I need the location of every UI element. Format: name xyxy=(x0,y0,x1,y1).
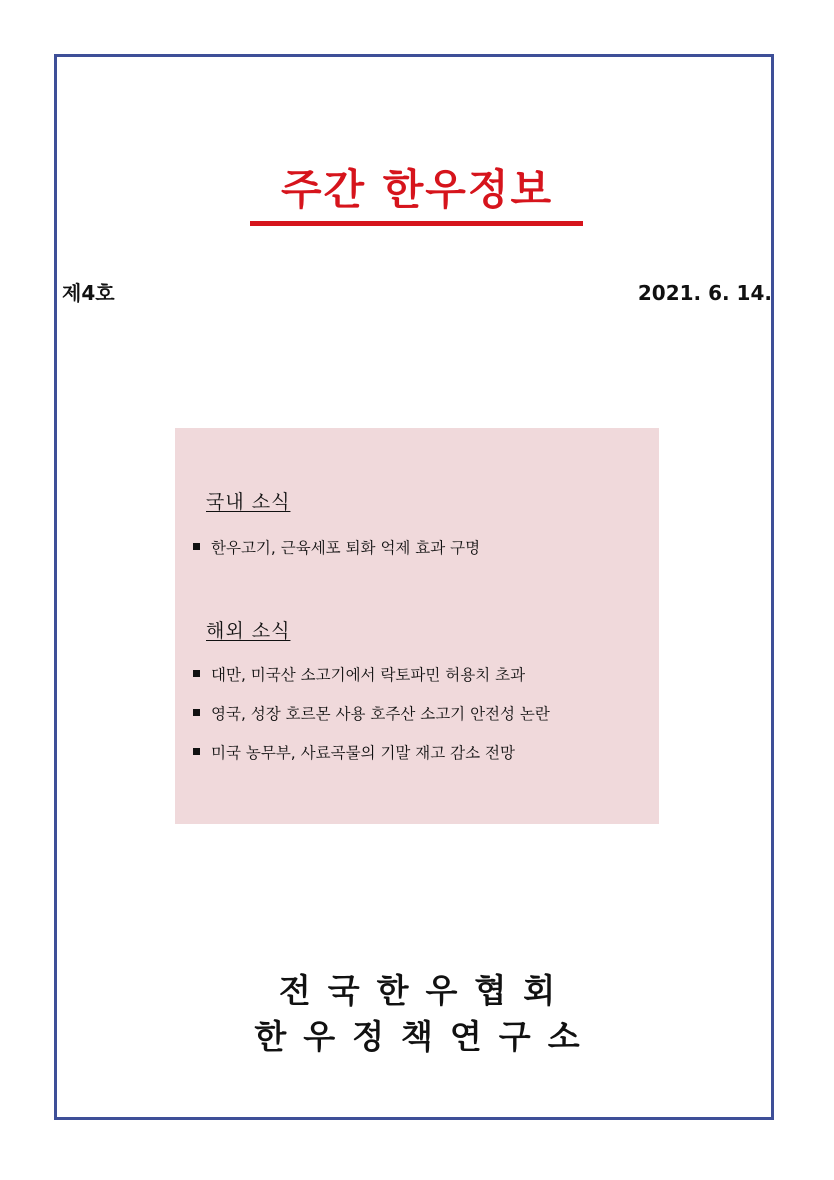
overseas-news-item xyxy=(193,664,525,686)
bullet-icon xyxy=(193,709,200,716)
issue-number: 제4호 xyxy=(62,281,115,305)
domestic-news-heading: 국내 소식 xyxy=(206,491,291,513)
news-item-text: 대만, 미국산 소고기에서 락토파민 허용치 초과 xyxy=(211,666,526,684)
news-item-text: 영국, 성장 호르몬 사용 호주산 소고기 안전성 논란 xyxy=(211,705,550,723)
institute-name: 한우정책연구소 xyxy=(254,1017,597,1056)
news-item-text: 미국 농무부, 사료곡물의 기말 재고 감소 전망 xyxy=(211,744,516,762)
newsletter-title: 주간 한우정보 xyxy=(280,165,554,214)
news-summary-box xyxy=(175,428,659,824)
bullet-icon xyxy=(193,748,200,755)
overseas-news-item xyxy=(193,703,550,725)
overseas-news-item xyxy=(193,742,515,764)
title-underline xyxy=(250,221,583,226)
bullet-icon xyxy=(193,543,200,550)
overseas-news-heading: 해외 소식 xyxy=(206,620,291,642)
news-item-text: 한우고기, 근육세포 퇴화 억제 효과 구명 xyxy=(211,539,481,557)
domestic-news-item xyxy=(193,537,480,559)
issue-date: 2021. 6. 14. xyxy=(637,281,772,305)
association-name: 전국한우협회 xyxy=(278,971,573,1010)
bullet-icon xyxy=(193,670,200,677)
